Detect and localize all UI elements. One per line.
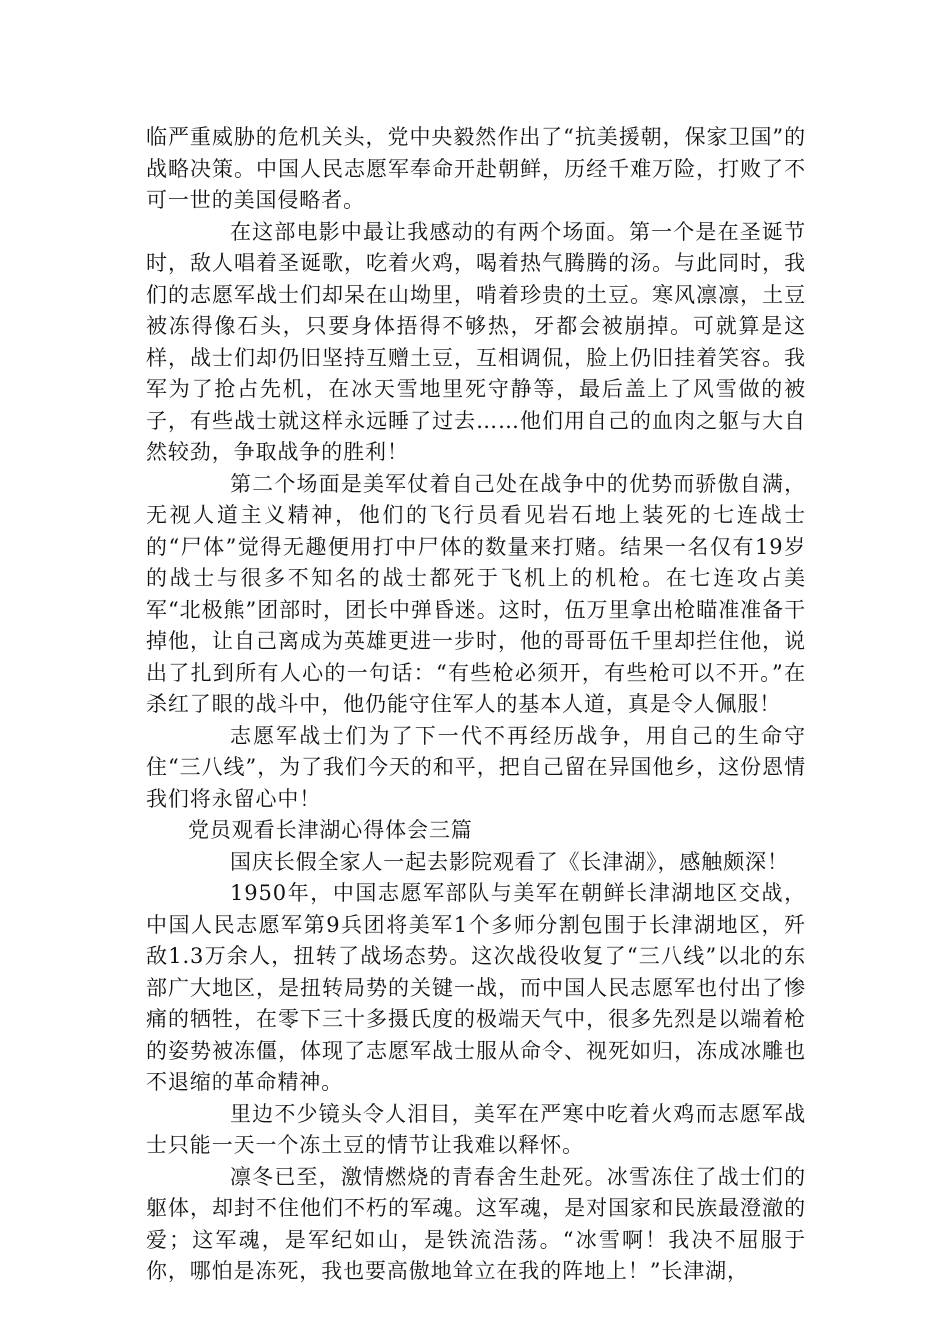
paragraph-8: 凛冬已至，激情燃烧的青春舍生赴死。冰雪冻住了战士们的躯体，却封不住他们不朽的军魂。这军魂，是对国家和民族最澄澈的爱；这军魂，是军纪如山，是铁流浩荡。“冰雪啊！我决不屈服于你，哪怕是冻死，我也要高傲地耸立在我的阵地上！”长津湖， xyxy=(146,1164,806,1283)
paragraph-7: 里边不少镜头令人泪目，美军在严寒中吃着火鸡而志愿军战士只能一天一个冻土豆的情节让我难以释怀。 xyxy=(146,1101,806,1157)
paragraph-6: 1950年，中国志愿军部队与美军在朝鲜长津湖地区交战，中国人民志愿军第9兵团将美军1个多师分割包围于长津湖地区，歼敌1.3万余人，扭转了战场态势。这次战役收复了“三八线”以北的东部广大地区，是扭转局势的关键一战，而中国人民志愿军也付出了惨痛的牺牲，在零下三十多摄氏度的极端天气中，很多先烈是以端着枪的姿势被冻僵，体现了志愿军战士服从命令、视死如归，冻成冰雕也不退缩的革命精神。 xyxy=(146,881,806,1094)
paragraph-1: 临严重威胁的危机关头，党中央毅然作出了“抗美援朝，保家卫国”的战略决策。中国人民志愿军奉命开赴朝鲜，历经千难万险，打败了不可一世的美国侵略者。 xyxy=(146,125,806,212)
paragraph-5: 国庆长假全家人一起去影院观看了《长津湖》，感触颇深！ xyxy=(230,849,789,874)
paragraph-3: 第二个场面是美军仗着自己处在战争中的优势而骄傲自满，无视人道主义精神，他们的飞行员看见岩石地上装死的七连战士的“尸体”觉得无趣便用打中尸体的数量来打赌。结果一名仅有19岁的战士与很多不知名的战士都死于飞机上的机枪。在七连攻占美军“北极熊”团部时，团长中弹昏迷。这时，伍万里拿出枪瞄准准备干掉他，让自己离成为英雄更进一步时，他的哥哥伍千里却拦住他，说出了扎到所有人心的一句话：“有些枪必须开，有些枪可以不开。”在杀红了眼的战斗中，他仍能守住军人的基本人道，真是令人佩服！ xyxy=(146,471,806,716)
paragraph-4: 志愿军战士们为了下一代不再经历战争，用自己的生命守住“三八线”，为了我们今天的和平，把自己留在异国他乡，这份恩情我们将永留心中！ xyxy=(146,723,806,811)
document-page xyxy=(146,122,806,1288)
paragraph-2: 在这部电影中最让我感动的有两个场面。第一个是在圣诞节时，敌人唱着圣诞歌，吃着火鸡，喝着热气腾腾的汤。与此同时，我们的志愿军战士们却呆在山坳里，啃着珍贵的土豆。寒风凛凛，土豆被冻得像石头，只要身体捂得不够热，牙都会被崩掉。可就算是这样，战士们却仍旧坚持互赠土豆，互相调侃，脸上仍旧挂着笑容。我军为了抢占先机，在冰天雪地里死守静等，最后盖上了风雪做的被子，有些战士就这样永远睡了过去……他们用自己的血肉之躯与大自然较劲，争取战争的胜利！ xyxy=(146,219,806,464)
section-subtitle: 党员观看长津湖心得体会三篇 xyxy=(188,818,473,842)
